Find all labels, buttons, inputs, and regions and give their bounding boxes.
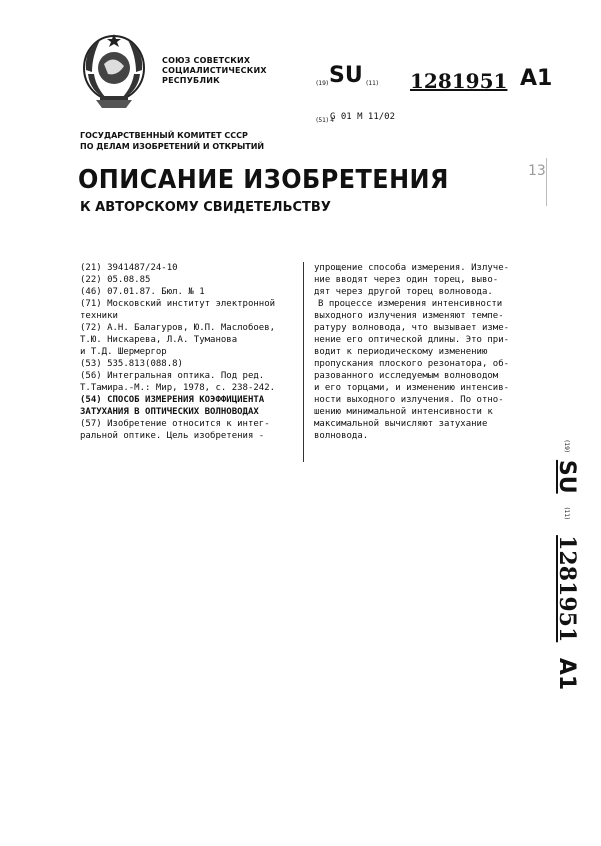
ussr-emblem <box>78 30 150 112</box>
faint-bar <box>546 158 547 206</box>
abstract-line: упрощение способа измерения. Излуче- <box>314 263 510 273</box>
abstract-line: и его торцами, и изменению интенсив- <box>314 383 510 393</box>
biblio-line: (21) 3941487/24-10 <box>80 263 178 273</box>
country-line: СОЮЗ СОВЕТСКИХ <box>162 56 251 65</box>
bibliographic-data <box>80 262 302 442</box>
abstract-line: дят через другой торец волновода. <box>314 287 493 297</box>
abstract-line: нение его оптической длины. Это при- <box>314 335 510 345</box>
committee-line: ГОСУДАРСТВЕННЫЙ КОМИТЕТ СССР <box>80 131 248 140</box>
biblio-line: (56) Интегральная оптика. Под ред. <box>80 371 265 381</box>
ipc-classification: G 01 M 11/02 <box>330 112 396 122</box>
abstract-line: В процессе измерения интенсивности <box>318 299 503 309</box>
abstract-line: ние вводят через один торец, выво- <box>314 275 499 285</box>
country-line: СОЦИАЛИСТИЧЕСКИХ <box>162 66 267 75</box>
state-emblem-icon <box>78 30 150 112</box>
biblio-line: (71) Московский институт электронной <box>80 299 276 309</box>
biblio-line: (46) 07.01.87. Бюл. № 1 <box>80 287 205 297</box>
abstract-line: максимальной вычисляют затухание <box>314 419 488 429</box>
abstract-line: ратуру волновода, что вызывает изме- <box>314 323 510 333</box>
biblio-line-invention-title: ЗАТУХАНИЯ В ОПТИЧЕСКИХ ВОЛНОВОДАХ <box>80 407 259 417</box>
abstract-line: разованного исследуемым волноводом <box>314 371 499 381</box>
biblio-line: (72) А.Н. Балагуров, Ю.П. Маслобоев, <box>80 323 276 333</box>
inid-code-19: (19) <box>316 80 329 87</box>
inid-code-11: (11) <box>366 80 379 87</box>
side-kind-code: A1 <box>554 657 580 691</box>
biblio-line: Т.Ю. Нискарева, Л.А. Туманова <box>80 335 238 345</box>
country-name <box>162 56 267 86</box>
biblio-line: и Т.Д. Шермергор <box>80 347 167 357</box>
country-line: РЕСПУБЛИК <box>162 76 220 85</box>
office-code: SU <box>329 63 363 88</box>
side-inid-11: (11) <box>563 507 571 520</box>
biblio-line: ральной оптике. Цель изобретения - <box>80 431 265 441</box>
biblio-line: техники <box>80 311 118 321</box>
biblio-line: (57) Изобретение относится к интег- <box>80 419 270 429</box>
abstract-text <box>314 262 528 442</box>
committee-line: ПО ДЕЛАМ ИЗОБРЕТЕНИЙ И ОТКРЫТИЙ <box>80 142 265 151</box>
abstract-line: выходного излучения изменяют темпе- <box>314 311 504 321</box>
biblio-line-invention-title: (54) СПОСОБ ИЗМЕРЕНИЯ КОЭФФИЦИЕНТА <box>80 395 265 405</box>
abstract-line: волновода. <box>314 431 369 441</box>
column-divider <box>303 262 304 462</box>
abstract-line: пропускания плоского резонатора, об- <box>314 359 510 369</box>
abstract-line: ности выходного излучения. По отно- <box>314 395 504 405</box>
document-subtitle: К АВТОРСКОМУ СВИДЕТЕЛЬСТВУ <box>80 200 331 215</box>
kind-code: A1 <box>520 66 553 91</box>
biblio-line: Т.Тамира.-М.: Мир, 1978, с. 238-242. <box>80 383 276 393</box>
biblio-line: (22) 05.08.85 <box>80 275 151 285</box>
patent-number: 1281951 <box>410 69 508 93</box>
committee <box>80 130 264 152</box>
abstract-line: водит к периодическому изменению <box>314 347 488 357</box>
abstract-line: шению минимальной интенсивности к <box>314 407 493 417</box>
side-number-rotated <box>540 440 580 700</box>
side-inid-19: (19) <box>563 440 571 453</box>
side-patent-num: 1281951 <box>554 535 580 643</box>
side-patent-number <box>540 440 580 700</box>
inid-code-51: (51) 4 <box>316 117 335 124</box>
side-office-code: SU <box>554 459 580 494</box>
biblio-line: (53) 535.813(088.8) <box>80 359 183 369</box>
document-title: ОПИСАНИЕ ИЗОБРЕТЕНИЯ <box>78 165 449 195</box>
faint-number: 13 <box>528 163 546 179</box>
